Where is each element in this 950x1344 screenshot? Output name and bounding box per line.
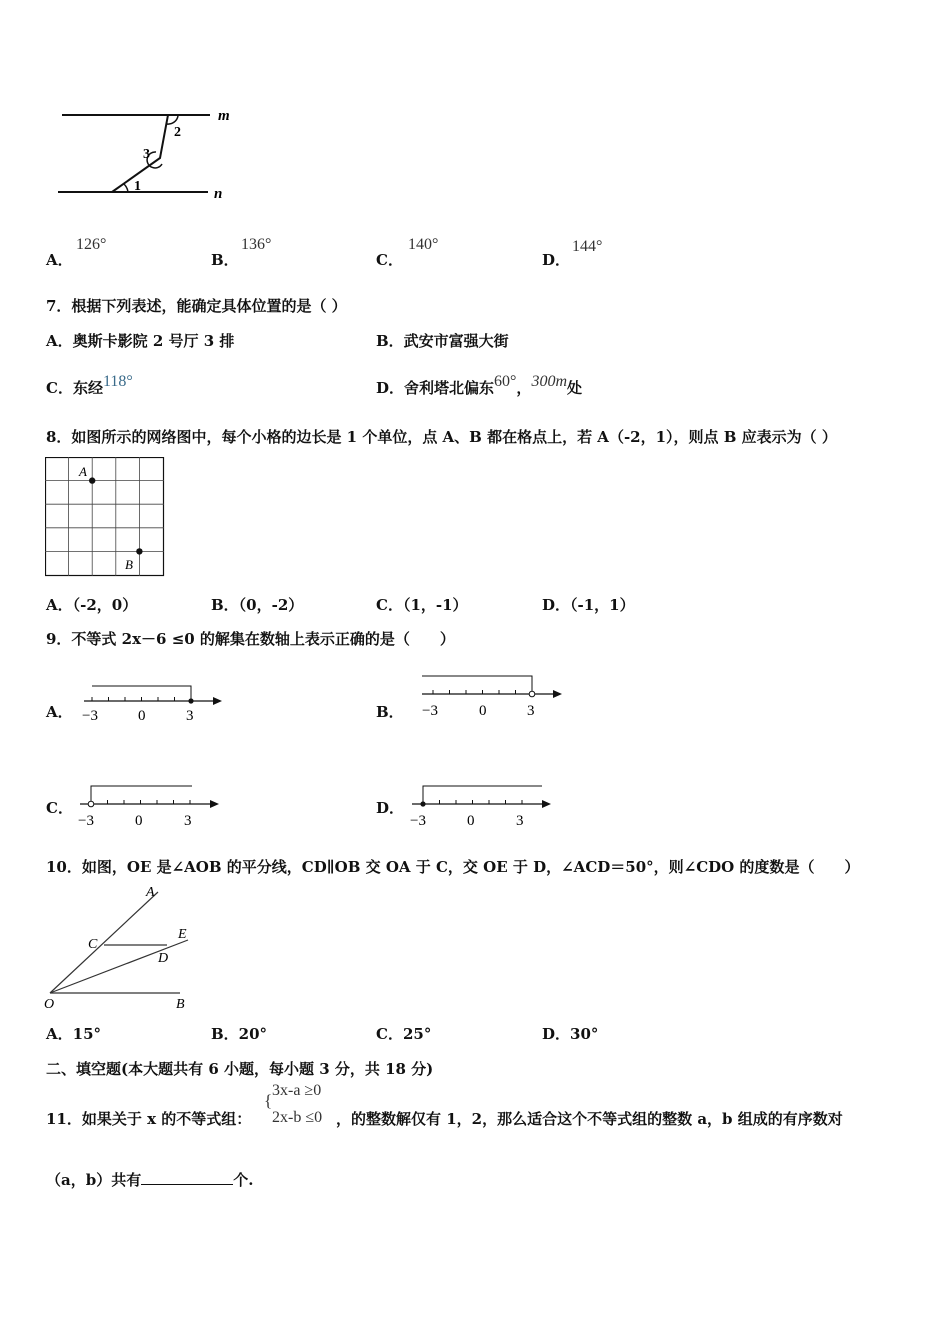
endpoint-closed xyxy=(420,801,425,806)
q11-line-2 xyxy=(46,1169,253,1190)
q9-option-d-letter: D． xyxy=(376,799,405,817)
label-A: A xyxy=(146,885,155,900)
q8-grid-figure xyxy=(45,457,166,579)
q7-option-a: A．奥斯卡影院 2 号厅 3 排 xyxy=(46,332,235,350)
tick-label-neg3: −3 xyxy=(410,813,426,829)
point-a xyxy=(89,477,95,483)
option-text: D．舍利塔北偏东 xyxy=(376,379,495,397)
endpoint-open xyxy=(529,691,535,697)
q9-option-a-letter: A． xyxy=(46,703,73,721)
endpoint-open xyxy=(88,801,94,807)
label-point-b: B xyxy=(125,557,133,572)
q11-line2-prefix: （a，b）共有 xyxy=(46,1171,142,1189)
ray-oe xyxy=(50,940,188,993)
q7-option-d xyxy=(376,370,583,397)
tick-label-neg3: −3 xyxy=(78,813,94,829)
option-value: 126° xyxy=(76,236,107,253)
option-letter: B． xyxy=(211,251,239,269)
solution-range xyxy=(91,786,192,802)
option-text: C．东经 xyxy=(46,379,103,397)
brace: { xyxy=(264,1091,273,1110)
option-value: 144° xyxy=(572,238,603,255)
option-value: 136° xyxy=(241,236,272,253)
tick-label-3: 3 xyxy=(527,703,535,719)
arrow-icon xyxy=(553,690,562,698)
option-letter: D． xyxy=(542,251,571,269)
tick-label-0: 0 xyxy=(135,813,143,829)
option-value: 140° xyxy=(408,236,439,253)
answer-blank[interactable] xyxy=(141,1170,233,1185)
q11-stem-prefix: 11．如果关于 x 的不等式组： xyxy=(46,1110,252,1128)
q11-stem-suffix: ，的整数解仅有 1，2，那么适合这个不等式组的整数 a，b 组成的有序数对 xyxy=(336,1110,843,1128)
tick-label-3: 3 xyxy=(184,813,192,829)
q10-option-a: A．15° xyxy=(46,1025,102,1043)
option-degree: 118° xyxy=(102,373,133,390)
q7-option-b: B．武安市富强大街 xyxy=(376,332,509,350)
q10-option-b: B．20° xyxy=(211,1025,268,1043)
tick-label-neg3: −3 xyxy=(82,708,98,724)
q8-option-b: B．（0，-2） xyxy=(211,596,304,614)
q7-option-c xyxy=(46,370,133,397)
label-angle-2: 2 xyxy=(174,125,181,140)
q9-number-line-a xyxy=(80,680,230,726)
option-comma: ， xyxy=(516,379,532,397)
angle-2-arc xyxy=(167,116,178,124)
label-B: B xyxy=(176,997,185,1012)
tick-label-3: 3 xyxy=(516,813,524,829)
tick-label-0: 0 xyxy=(138,708,146,724)
tick-label-0: 0 xyxy=(467,813,475,829)
label-angle-3: 3 xyxy=(143,147,150,162)
angle-1-arc xyxy=(124,184,128,192)
option-letter: A． xyxy=(46,251,73,269)
q11-line2-suffix: 个. xyxy=(233,1171,254,1189)
tick-label-0: 0 xyxy=(479,703,487,719)
label-O: O xyxy=(44,997,55,1012)
option-distance: 300m xyxy=(531,373,567,390)
arrow-icon xyxy=(542,800,551,808)
arrow-icon xyxy=(213,697,222,705)
arrow-icon xyxy=(210,800,219,808)
label-point-a: A xyxy=(79,464,87,479)
q9-option-c-letter: C． xyxy=(46,799,73,817)
option-degree: 60° xyxy=(494,373,517,390)
section-heading: 二、填空题(本大题共有 6 小题，每小题 3 分，共 18 分) xyxy=(46,1060,434,1078)
option-letter: C． xyxy=(376,251,403,269)
q9-number-line-c xyxy=(76,780,226,832)
q9-number-line-b xyxy=(418,668,568,720)
q9-stem: 9．不等式 2x－6 ≤0 的解集在数轴上表示正确的是（ ） xyxy=(46,630,455,648)
q8-option-a: A．（-2，0） xyxy=(46,596,138,614)
q11-inequality-system xyxy=(236,1082,346,1132)
tick-label-neg3: −3 xyxy=(422,703,438,719)
q8-option-d: D．（-1，1） xyxy=(542,596,635,614)
inequality-2: 2x-b ≤0 xyxy=(272,1109,323,1126)
solution-range xyxy=(422,676,532,692)
label-m: m xyxy=(218,108,230,124)
ray-oa xyxy=(50,892,158,993)
label-angle-1: 1 xyxy=(134,179,141,194)
q10-option-c: C．25° xyxy=(376,1025,432,1043)
q8-option-c: C．（1，-1） xyxy=(376,596,468,614)
solution-range xyxy=(423,786,542,802)
q10-angle-bisector-figure xyxy=(40,880,200,1015)
grid-border xyxy=(46,458,164,576)
inequality-1: 3x-a ≥0 xyxy=(272,1082,322,1099)
label-D: D xyxy=(158,951,169,966)
q6-parallel-lines-figure xyxy=(50,100,250,210)
q10-stem: 10．如图，OE 是∠AOB 的平分线，CD∥OB 交 OA 于 C，交 OE 于 D，∠ACD＝50°，则∠CDO 的度数是（ ） xyxy=(46,858,860,876)
q9-number-line-d xyxy=(408,780,558,832)
option-suffix: 处 xyxy=(567,379,583,397)
q10-option-d: D．30° xyxy=(542,1025,599,1043)
grid-lines xyxy=(45,457,164,576)
point-b xyxy=(136,548,142,554)
q9-option-b-letter: B． xyxy=(376,703,404,721)
label-C: C xyxy=(88,937,98,952)
label-E: E xyxy=(178,927,187,942)
endpoint-closed xyxy=(188,698,193,703)
tick-label-3: 3 xyxy=(186,708,194,724)
q8-stem: 8．如图所示的网络图中，每个小格的边长是 1 个单位，点 A、B 都在格点上，若 A（-2，1），则点 B 应表示为（ ） xyxy=(46,428,837,446)
label-n: n xyxy=(214,186,223,202)
q7-stem: 7．根据下列表述，能确定具体位置的是（ ） xyxy=(46,297,347,315)
